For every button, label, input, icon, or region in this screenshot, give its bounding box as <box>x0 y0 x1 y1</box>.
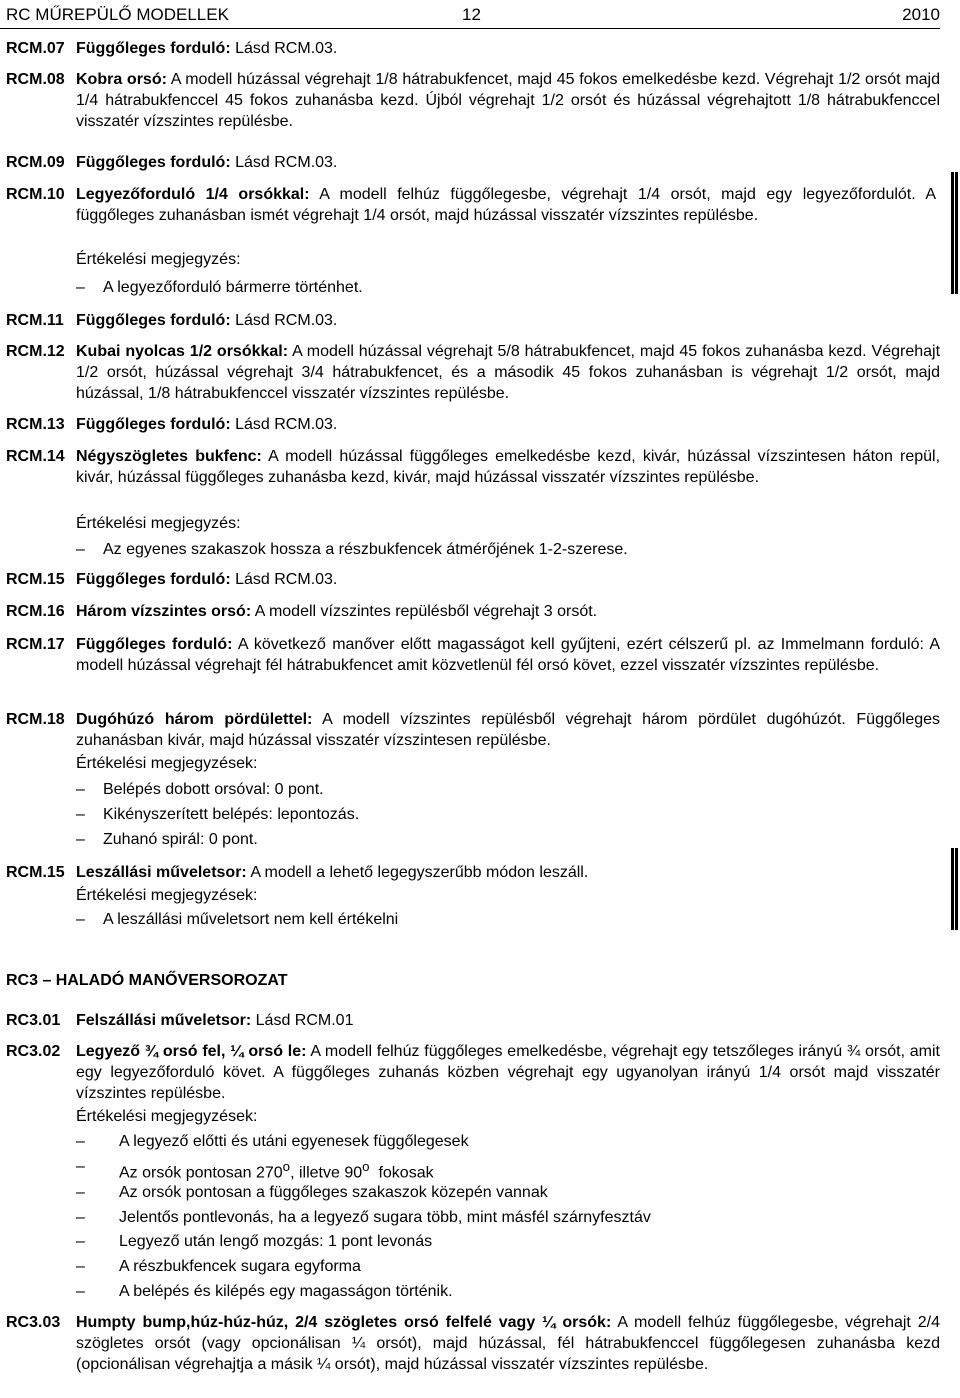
maneuver-text: A modell a lehető legegyszerűbb módon leszáll. <box>250 864 589 881</box>
dash-bullet: – <box>76 806 85 823</box>
maneuver-text: A modell felhúz függőlegesbe, végrehajt 1/4 orsót, majd egy legyezőfordulót. A függőleges zuhanásban ismét végrehajt 1/4 orsót, majd húzással visszatér vízszintes repülésbe. <box>76 186 937 224</box>
evaluation-note-label: Értékelési megjegyzés: <box>76 515 241 532</box>
maneuver-code: RCM.15 <box>6 571 65 588</box>
section-heading: RC3 – HALADÓ MANŐVERSOROZAT <box>6 972 288 989</box>
change-bar <box>951 848 954 930</box>
list-item-text <box>119 1156 434 1183</box>
maneuver-title: Függőleges forduló: <box>76 154 231 171</box>
maneuver-rcm07 <box>6 38 940 59</box>
maneuver-text: A modell felhúz függőleges emelkedésbe, végrehajt egy tetszőleges irányú ¾ orsót, amit egy legyezőforduló követ. A függőleges zuhanás közben végrehajt egy ugyanolyan irányú 1/4 orsót majd visszatér vízszintes repülésbe. <box>76 1043 941 1102</box>
header-year: 2010 <box>902 5 940 24</box>
maneuver-rcm11 <box>6 310 940 331</box>
maneuver-text: Lásd RCM.03. <box>235 40 338 57</box>
maneuver-text: A következő manőver előtt magasságot kell gyűjteni, ezért célszerű pl. az Immelmann forduló: A modell húzással végrehajt fél hátrabukfencet amit közvetlenül fél orsó követ, ezzel visszatér vízszintes repülésbe. <box>76 636 941 674</box>
list-item-text: Belépés dobott orsóval: 0 pont. <box>103 781 324 798</box>
maneuver-title: Négyszögletes bukfenc: <box>76 448 262 465</box>
maneuver-rc302 <box>6 1041 940 1104</box>
maneuver-title: Felszállási műveletsor: <box>76 1012 252 1029</box>
maneuver-text: A modell felhúz függőlegesbe, végrehajt 2/4 szögletes orsót (vagy opcionálisan ¼ orsót), majd húzással, fél hátrabukfenccel függőlegesen zuhanásba kezd (opcionálisan végrehajtja a másik ¼ orsót), majd húzással visszatér vízszintes repülésbe. <box>76 1314 941 1373</box>
list-item-text: A legyező előtti és utáni egyenesek függőlegesek <box>119 1133 469 1150</box>
maneuver-code: RCM.08 <box>6 71 65 88</box>
evaluation-note-label: Értékelési megjegyzések: <box>76 1108 258 1125</box>
maneuver-rc303 <box>6 1312 940 1375</box>
maneuver-code: RCM.12 <box>6 343 65 360</box>
degree-superscript: o <box>362 1159 370 1174</box>
maneuver-text: A modell húzással végrehajt 5/8 hátrabukfencet, majd 45 fokos zuhanásba kezd. Végrehajt 1/2 orsót, húzással végrehajt 3/4 hátrabukfencet, és a második 45 fokos zuhanásban is végrehajt 1/2 orsót, majd húzással, 1/8 hátrabukfenccel visszatér vízszintes repülésbe. <box>76 343 941 402</box>
dash-bullet: – <box>76 1209 85 1226</box>
degree-superscript: o <box>282 1159 291 1174</box>
dash-bullet: – <box>76 1158 85 1175</box>
dash-bullet: – <box>76 1258 85 1275</box>
maneuver-title: Függőleges forduló: <box>76 416 231 433</box>
maneuver-text: A modell húzással végrehajt 1/8 hátrabukfencet, majd 45 fokos emelkedésbe kezd. Végrehajt 1/2 orsót majd 1/4 hátrabukfenccel 45 fokos zuhanásba kezd. Újból végrehajt 1/2 orsót és húzással végrehajtott 1/8 hátrabukfenccel visszatér vízszintes repülésbe. <box>76 71 941 130</box>
dash-bullet: – <box>76 541 85 558</box>
maneuver-title: Legyezőforduló 1/4 orsókkal: <box>76 186 310 203</box>
maneuver-code: RCM.13 <box>6 416 65 433</box>
maneuver-title: Három vízszintes orsó: <box>76 603 252 620</box>
maneuver-text: A modell vízszintes repülésből végrehajt három pördület dugóhúzót. Függőleges zuhanásban kivár, majd húzással visszatér vízszintesen repülésbe. <box>76 711 941 749</box>
maneuver-rcm12 <box>6 341 940 404</box>
list-item-text: Kikényszerített belépés: lepontozás. <box>103 806 360 823</box>
list-item-text: Legyező után lengő mozgás: 1 pont levonás <box>119 1233 433 1250</box>
maneuver-rcm17 <box>6 634 940 676</box>
maneuver-text: Lásd RCM.01 <box>255 1012 354 1029</box>
dash-bullet: – <box>76 1184 85 1201</box>
maneuver-text: Lásd RCM.03. <box>235 571 338 588</box>
dash-bullet: – <box>76 831 85 848</box>
maneuver-title: Kubai nyolcas 1/2 orsókkal: <box>76 343 289 360</box>
list-item-text: Az egyenes szakaszok hossza a részbukfencek átmérőjének 1-2-szerese. <box>103 541 628 558</box>
evaluation-note-label: Értékelési megjegyzések: <box>76 887 258 904</box>
maneuver-rcm10 <box>6 184 936 226</box>
maneuver-rcm14 <box>6 446 940 488</box>
list-item-text: A legyezőforduló bármerre történhet. <box>103 279 363 296</box>
maneuver-rcm08 <box>6 69 940 132</box>
maneuver-code: RC3.01 <box>6 1012 61 1029</box>
maneuver-code: RCM.14 <box>6 448 65 465</box>
page-header <box>0 2 940 29</box>
list-item-text: Az orsók pontosan a függőleges szakaszok közepén vannak <box>119 1184 548 1201</box>
maneuver-code: RCM.18 <box>6 711 65 728</box>
maneuver-rcm15-landing <box>6 862 940 883</box>
maneuver-rcm13 <box>6 414 940 435</box>
dash-bullet: – <box>76 911 85 928</box>
maneuver-text: Lásd RCM.03. <box>235 416 338 433</box>
dash-bullet: – <box>76 1283 85 1300</box>
maneuver-title: Kobra orsó: <box>76 71 167 88</box>
list-item-text: Jelentős pontlevonás, ha a legyező sugara több, mint másfél szárnyfesztáv <box>119 1209 651 1226</box>
list-item-text-middle: , illetve 90 <box>290 1164 363 1182</box>
maneuver-code: RCM.10 <box>6 186 65 203</box>
list-item-text: A leszállási műveletsort nem kell értékelni <box>103 911 399 928</box>
maneuver-title: Függőleges forduló: <box>76 312 231 329</box>
maneuver-text: Lásd RCM.03. <box>235 154 338 171</box>
dash-bullet: – <box>76 279 85 296</box>
dash-bullet: – <box>76 781 85 798</box>
dash-bullet: – <box>76 1133 85 1150</box>
maneuver-code: RCM.15 <box>6 864 65 881</box>
maneuver-code: RCM.07 <box>6 40 65 57</box>
maneuver-rcm16 <box>6 601 940 622</box>
maneuver-title: Függőleges forduló: <box>76 40 231 57</box>
change-bar <box>955 172 958 294</box>
maneuver-rcm15 <box>6 569 940 590</box>
list-item-text: A belépés és kilépés egy magasságon történik. <box>119 1283 453 1300</box>
list-item-text: Zuhanó spirál: 0 pont. <box>103 831 258 848</box>
header-page-number: 12 <box>462 5 481 24</box>
header-title: RC MŰREPÜLŐ MODELLEK <box>6 5 229 24</box>
list-item-text-start: Az orsók pontosan 270 <box>119 1164 283 1182</box>
maneuver-title: Leszállási műveletsor: <box>76 864 247 881</box>
change-bar <box>951 172 954 294</box>
maneuver-code: RCM.16 <box>6 603 65 620</box>
maneuver-title: Humpty bump,húz-húz-húz, 2/4 szögletes orsó felfelé vagy ¼ orsók: <box>76 1314 612 1331</box>
maneuver-text: A modell vízszintes repülésből végrehajt 3 orsót. <box>254 603 598 620</box>
evaluation-note-label: Értékelési megjegyzés: <box>76 251 241 268</box>
maneuver-title: Függőleges forduló: <box>76 571 231 588</box>
maneuver-rcm18 <box>6 709 940 751</box>
maneuver-code: RCM.09 <box>6 154 65 171</box>
list-item-text: A részbukfencek sugara egyforma <box>119 1258 361 1275</box>
change-bar <box>955 848 958 930</box>
maneuver-title: Függőleges forduló: <box>76 636 233 653</box>
maneuver-text: A modell húzással függőleges emelkedésbe kezd, kivár, húzással vízszintesen háton repül, kivár, húzással függőleges zuhanásba kezd, kivár, majd húzással visszatér vízszintes repülésbe. <box>76 448 941 486</box>
maneuver-title: Legyező ¾ orsó fel, ¼ orsó le: <box>76 1043 307 1060</box>
maneuver-rc301 <box>6 1010 940 1031</box>
dash-bullet: – <box>76 1233 85 1250</box>
maneuver-code: RCM.11 <box>6 312 64 329</box>
evaluation-note-label: Értékelési megjegyzések: <box>76 755 258 772</box>
maneuver-code: RC3.02 <box>6 1043 61 1060</box>
maneuver-title: Dugóhúzó három pördülettel: <box>76 711 313 728</box>
list-item-text-end: fokosak <box>369 1164 434 1182</box>
maneuver-text: Lásd RCM.03. <box>235 312 338 329</box>
maneuver-code: RCM.17 <box>6 636 65 653</box>
maneuver-rcm09 <box>6 152 940 173</box>
maneuver-code: RC3.03 <box>6 1314 61 1331</box>
